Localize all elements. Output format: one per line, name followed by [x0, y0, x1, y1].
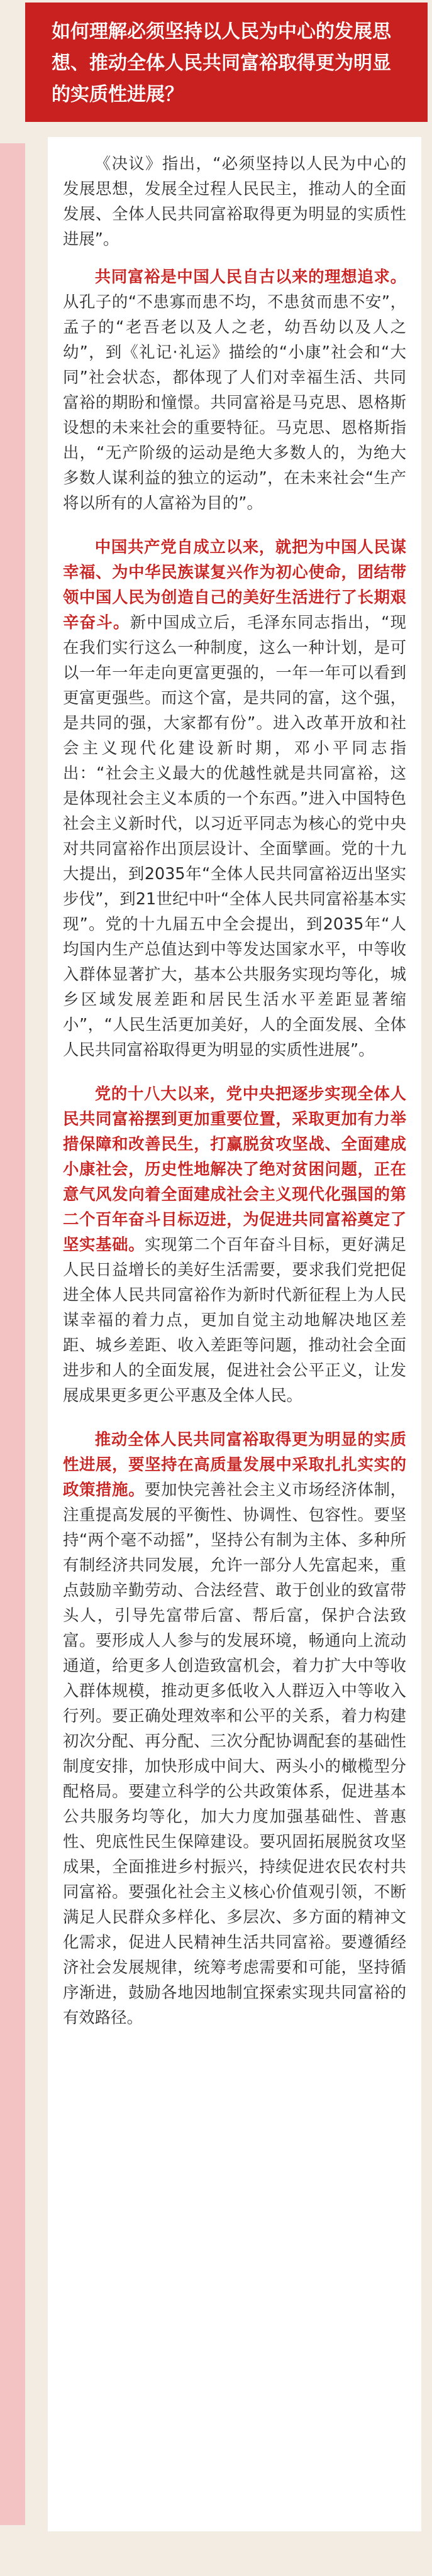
section-2: [63, 534, 406, 1062]
answer-card: [48, 137, 421, 2531]
section-body: 实现第二个百年奋斗目标，更好满足人民日益增长的美好生活需要，要求我们党把促进全体人民共同富裕作为新时代新征程上为人民谋幸福的着力点，更加自觉主动地解决地区差距、城乡差距、收入差距等问题，推动社会全面进步和人的全面发展，促进社会公平正义，让发展成果更多更公平惠及全体人民。: [63, 1235, 407, 1405]
question-header: [25, 3, 428, 122]
section-paragraph: [63, 1427, 406, 2030]
section-3: [63, 1081, 406, 1408]
intro-paragraph: 《决议》指出，“必须坚持以人民为中心的发展思想，发展全过程人民民主，推动人的全面发展、全体人民共同富裕取得更为明显的实质性进展”。: [63, 154, 406, 248]
section-heading: 共同富裕是中国人民自古以来的理想追求。: [94, 267, 406, 286]
section-1: [63, 264, 406, 515]
section-body: 新中国成立后，毛泽东同志指出，“现在我们实行这么一种制度，这么一种计划，是可以一年一年走向更富更强的，一年一年可以看到更富更强些。而这个富，是共同的富，这个强，是共同的强，大家都有份”。进入改革开放和社会主义现代化建设新时期，邓小平同志指出：“社会主义最大的优越性就是共同富裕，这是体现社会主义本质的一个东西。”进入中国特色社会主义新时代，以习近平同志为核心的党中央对共同富裕作出顶层设计、全面擘画。党的十九大提出，到2035年“全体人民共同富裕迈出坚实步伐”，到21世纪中叶“全体人民共同富裕基本实现”。党的十九届五中全会提出，到2035年“人均国内生产总值达到中等发达国家水平，中等收入群体显著扩大，基本公共服务实现均等化，城乡区域发展差距和居民生活水平差距显著缩小”，“人民生活更加美好，人的全面发展、全体人民共同富裕取得更为明显的实质性进展”。: [63, 613, 407, 1059]
section-paragraph: [63, 1081, 406, 1408]
section-paragraph: [63, 534, 406, 1062]
section-heading: 推动全体人民共同富裕取得更为明显的实质性进展，要坚持在高质量发展中采取扎扎实实的政策措施。: [63, 1430, 406, 1499]
section-paragraph: [63, 264, 406, 515]
section-4: [63, 1427, 406, 2030]
side-accent-bar: [0, 143, 25, 2525]
section-body: 从孔子的“不患寡而患不均，不患贫而患不安”，孟子的“老吾老以及人之老，幼吾幼以及人之幼”，到《礼记·礼运》描绘的“小康”社会和“大同”社会状态，都体现了人们对幸福生活、共同富裕的期盼和憧憬。共同富裕是马克思、恩格斯设想的未来社会的重要特征。马克思、恩格斯指出，“无产阶级的运动是绝大多数人的，为绝大多数人谋利益的独立的运动”，在未来社会“生产将以所有的人富裕为目的”。: [63, 292, 406, 512]
question-title: 如何理解必须坚持以人民为中心的发展思想、推动全体人民共同富裕取得更为明显的实质性进展？: [52, 21, 391, 106]
section-heading: 中国共产党自成立以来，就把为中国人民谋幸福、为中华民族谋复兴作为初心使命，团结带领中国人民为创造自己的美好生活进行了长期艰辛奋斗。: [63, 537, 406, 632]
section-heading: 党的十八大以来，党中央把逐步实现全体人民共同富裕摆到更加重要位置，采取更加有力举措保障和改善民生，打赢脱贫攻坚战、全面建成小康社会，历史性地解决了绝对贫困问题，正在意气风发向着全面建成社会主义现代化强国的第二个百年奋斗目标迈进，为促进共同富裕奠定了坚实基础。: [63, 1084, 406, 1254]
section-body: 要加快完善社会主义市场经济体制，注重提高发展的平衡性、协调性、包容性。要坚持“两个毫不动摇”，坚持公有制为主体、多种所有制经济共同发展，允许一部分人先富起来，重点鼓励辛勤劳动、合法经营、敢于创业的致富带头人，引导先富带后富、帮后富，保护合法致富。要形成人人参与的发展环境，畅通向上流动通道，给更多人创造致富机会，着力扩大中等收入群体规模，推动更多低收入人群迈入中等收入行列。要正确处理效率和公平的关系，着力构建初次分配、再分配、三次分配协调配套的基础性制度安排，加快形成中间大、两头小的橄榄型分配格局。要建立科学的公共政策体系，促进基本公共服务均等化，加大力度加强基础性、普惠性、兜底性民生保障建设。要巩固拓展脱贫攻坚成果，全面推进乡村振兴，持续促进农民农村共同富裕。要强化社会主义核心价值观引领，不断满足人民群众多样化、多层次、多方面的精神文化需求，促进人民精神生活共同富裕。要遵循经济社会发展规律，统筹考虑需要和可能，坚持循序渐进，鼓励各地因地制宜探索实现共同富裕的有效路径。: [63, 1480, 407, 2027]
